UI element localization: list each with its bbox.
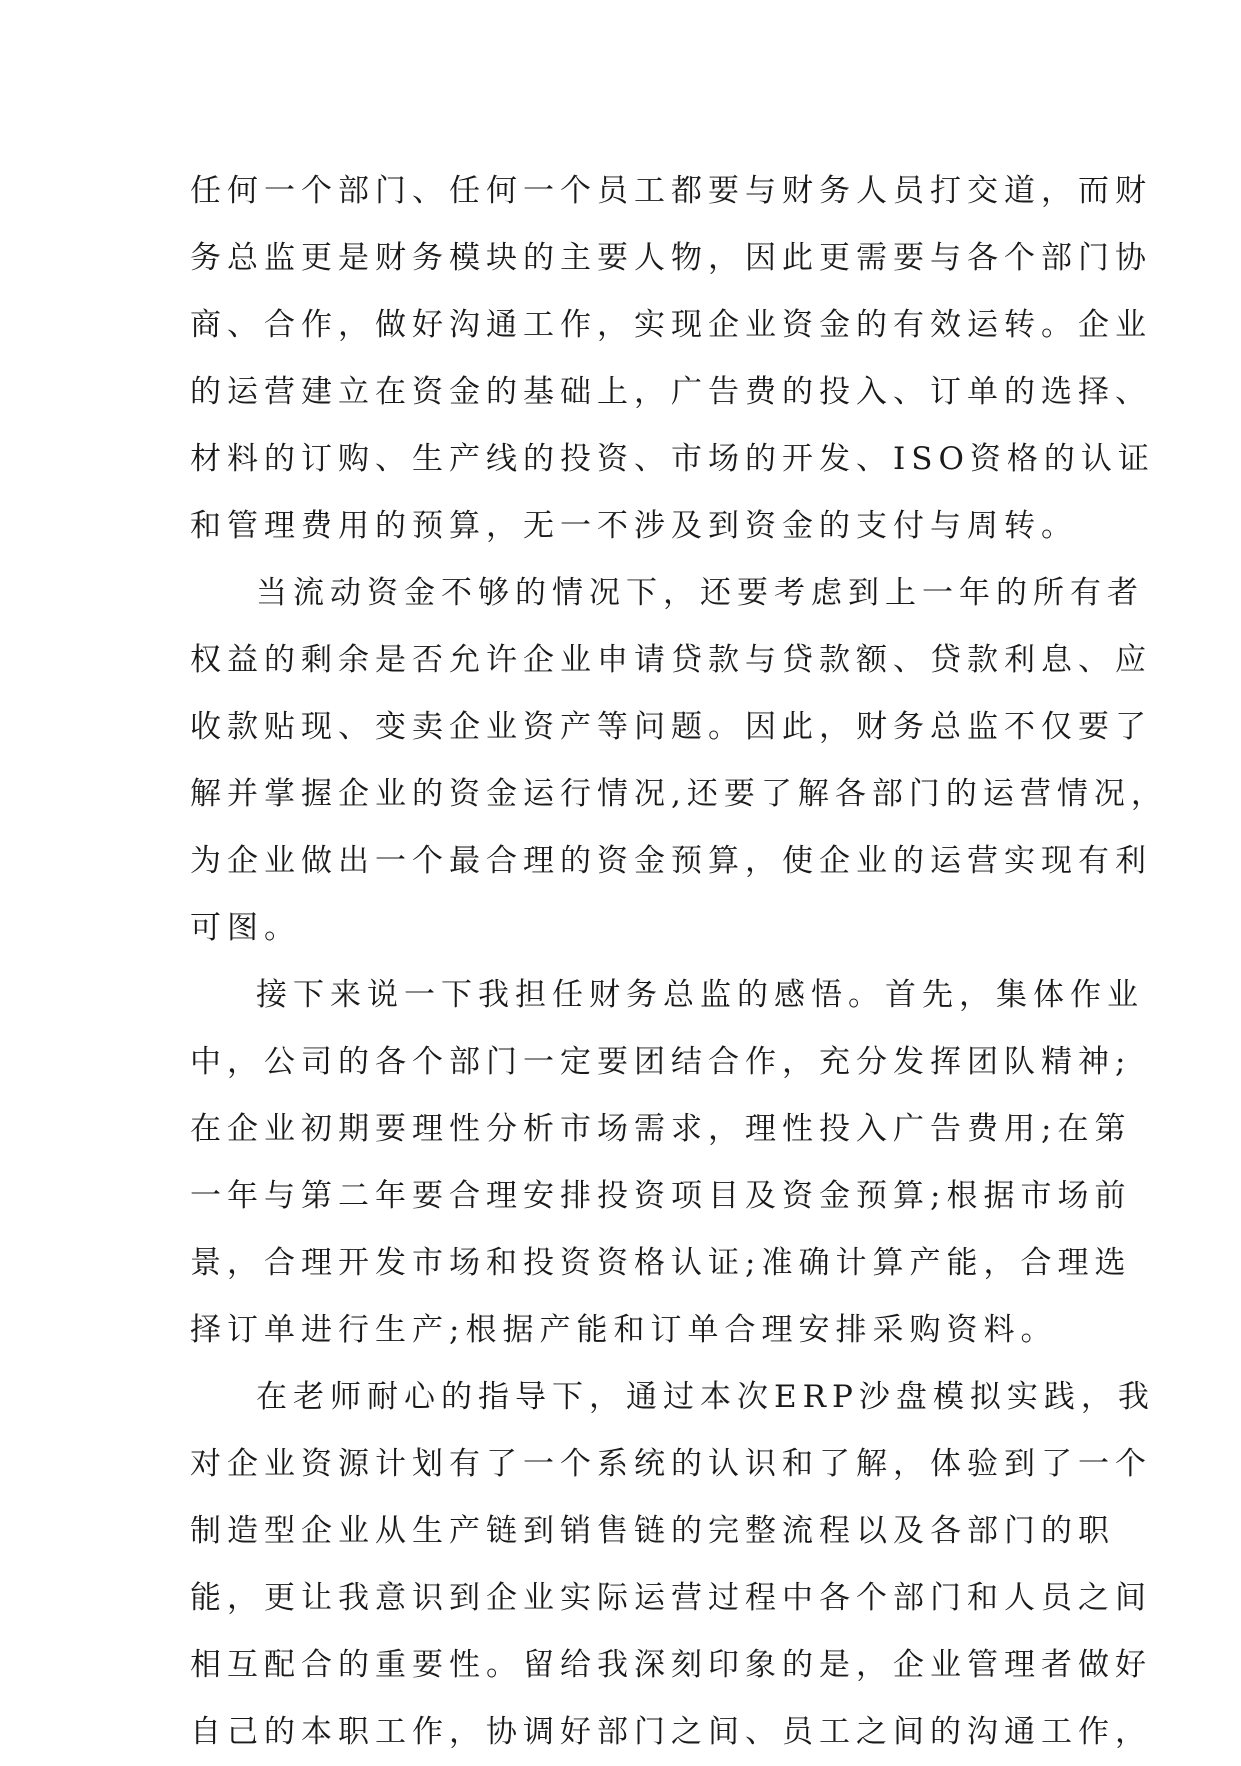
text-line: 自己的本职工作，协调好部门之间、员工之间的沟通工作， bbox=[190, 1714, 1152, 1750]
body-text bbox=[190, 158, 1168, 1766]
paragraph-first-line: 在老师耐心的指导下，通过本次ERP沙盘模拟实践，我 bbox=[256, 1379, 1155, 1415]
text-line: 可图。 bbox=[190, 910, 301, 946]
text-line: 为企业做出一个最合理的资金预算，使企业的运营实现有利 bbox=[190, 843, 1152, 879]
text-line: 的运营建立在资金的基础上，广告费的投入、订单的选择、 bbox=[190, 374, 1152, 410]
text-line: 务总监更是财务模块的主要人物，因此更需要与各个部门协 bbox=[190, 240, 1152, 276]
text-line: 商、合作，做好沟通工作，实现企业资金的有效运转。企业 bbox=[190, 307, 1152, 343]
text-line: 在企业初期要理性分析市场需求，理性投入广告费用;在第 bbox=[190, 1111, 1132, 1147]
text-line: 任何一个部门、任何一个员工都要与财务人员打交道，而财 bbox=[190, 173, 1152, 209]
text-line: 权益的剩余是否允许企业申请贷款与贷款额、贷款利息、应 bbox=[190, 642, 1152, 678]
text-line: 择订单进行生产;根据产能和订单合理安排采购资料。 bbox=[190, 1312, 1058, 1348]
text-line: 一年与第二年要合理安排投资项目及资金预算;根据市场前 bbox=[190, 1178, 1132, 1214]
text-line: 收款贴现、变卖企业资产等问题。因此，财务总监不仅要了 bbox=[190, 709, 1152, 745]
text-line: 景，合理开发市场和投资资格认证;准确计算产能，合理选 bbox=[190, 1245, 1132, 1281]
text-line: 制造型企业从生产链到销售链的完整流程以及各部门的职 bbox=[190, 1513, 1115, 1549]
paragraph-first-line: 当流动资金不够的情况下，还要考虑到上一年的所有者 bbox=[256, 575, 1144, 611]
text-line: 中，公司的各个部门一定要团结合作，充分发挥团队精神; bbox=[190, 1044, 1132, 1080]
text-line: 能，更让我意识到企业实际运营过程中各个部门和人员之间 bbox=[190, 1580, 1152, 1616]
text-line: 相互配合的重要性。留给我深刻印象的是，企业管理者做好 bbox=[190, 1647, 1152, 1683]
text-line: 和管理费用的预算，无一不涉及到资金的支付与周转。 bbox=[190, 508, 1078, 544]
text-line: 材料的订购、生产线的投资、市场的开发、ISO资格的认证 bbox=[190, 441, 1155, 477]
text-line: 解并掌握企业的资金运行情况,还要了解各部门的运营情况， bbox=[190, 776, 1168, 812]
text-line: 对企业资源计划有了一个系统的认识和了解，体验到了一个 bbox=[190, 1446, 1152, 1482]
paragraph-first-line: 接下来说一下我担任财务总监的感悟。首先，集体作业 bbox=[256, 977, 1144, 1013]
